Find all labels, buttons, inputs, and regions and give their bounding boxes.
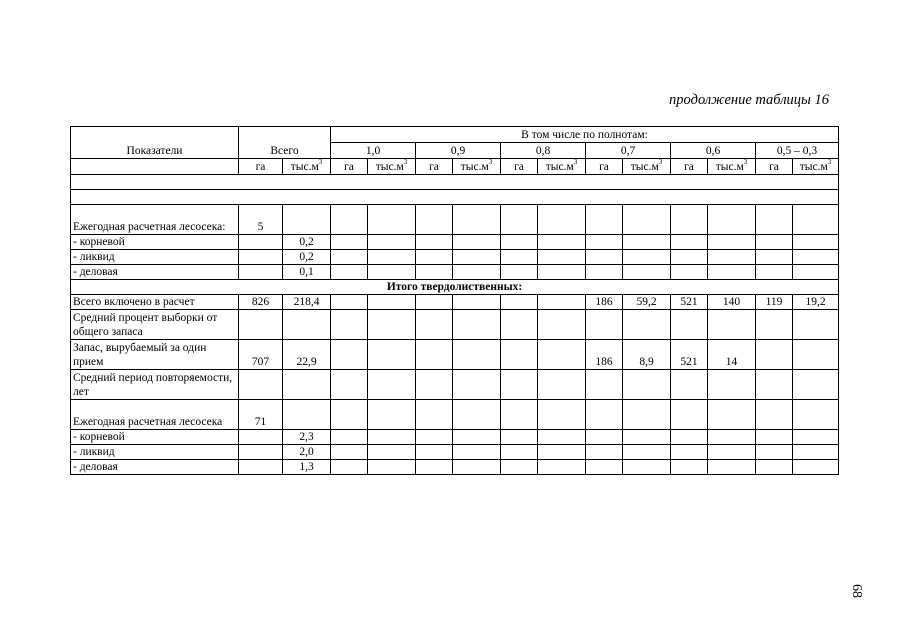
cell xyxy=(501,250,538,265)
cell xyxy=(708,205,756,235)
cell xyxy=(708,265,756,280)
cell xyxy=(756,265,793,280)
cell xyxy=(671,265,708,280)
cell xyxy=(623,400,671,430)
unit-ha: га xyxy=(331,159,368,175)
cell xyxy=(623,430,671,445)
cell xyxy=(538,445,586,460)
cell xyxy=(331,370,368,400)
cell xyxy=(368,205,416,235)
cell xyxy=(538,265,586,280)
row-label: Всего включено в расчет xyxy=(71,295,239,310)
cell xyxy=(708,310,756,340)
header-by-density: В том числе по полнотам: xyxy=(331,127,839,143)
unit-vol: $тыс.м^3$ xyxy=(623,159,671,175)
cell xyxy=(538,460,586,475)
cell xyxy=(453,310,501,340)
cell xyxy=(283,400,331,430)
unit-vol: $тыс.м^3$ xyxy=(283,159,331,175)
table-row xyxy=(71,310,839,340)
table-row xyxy=(71,265,839,280)
cell xyxy=(453,370,501,400)
cell: 0,2 xyxy=(283,250,331,265)
section-row xyxy=(71,280,839,295)
cell xyxy=(239,430,283,445)
density-0-9: 0,9 xyxy=(416,143,501,159)
density-0-5-0-3: 0,5 – 0,3 xyxy=(756,143,839,159)
cell xyxy=(368,460,416,475)
cell xyxy=(586,430,623,445)
cell xyxy=(793,265,839,280)
cell xyxy=(283,205,331,235)
cell xyxy=(586,205,623,235)
cell xyxy=(793,445,839,460)
cell xyxy=(331,340,368,370)
cell: 71 xyxy=(239,400,283,430)
cell: 8,9 xyxy=(623,340,671,370)
row-label: - деловая xyxy=(71,265,239,280)
cell xyxy=(453,400,501,430)
cell xyxy=(623,370,671,400)
cell xyxy=(501,265,538,280)
unit-ha: га xyxy=(501,159,538,175)
cell xyxy=(501,400,538,430)
cell xyxy=(368,310,416,340)
header-units-row xyxy=(71,159,839,175)
cell xyxy=(756,340,793,370)
cell xyxy=(538,250,586,265)
density-0-6: 0,6 xyxy=(671,143,756,159)
cell xyxy=(239,445,283,460)
cell xyxy=(453,445,501,460)
cell xyxy=(671,250,708,265)
cell xyxy=(501,205,538,235)
cell: 2,0 xyxy=(283,445,331,460)
cell xyxy=(453,265,501,280)
cell: 826 xyxy=(239,295,283,310)
cell xyxy=(538,235,586,250)
table-row xyxy=(71,295,839,310)
forest-table xyxy=(70,126,839,475)
cell: 186 xyxy=(586,340,623,370)
cell xyxy=(368,430,416,445)
cell xyxy=(331,250,368,265)
cell xyxy=(538,400,586,430)
unit-vol: $тыс.м^3$ xyxy=(708,159,756,175)
cell xyxy=(671,460,708,475)
cell xyxy=(538,295,586,310)
table-row xyxy=(71,430,839,445)
cell xyxy=(453,340,501,370)
cell xyxy=(239,250,283,265)
row-label: - корневой xyxy=(71,235,239,250)
cell xyxy=(416,235,453,250)
cell xyxy=(368,250,416,265)
cell: 521 xyxy=(671,340,708,370)
cell xyxy=(416,430,453,445)
row-label: Ежегодная расчетная лесосека: xyxy=(71,205,239,235)
unit-ha: га xyxy=(756,159,793,175)
table-row xyxy=(71,340,839,370)
cell xyxy=(331,205,368,235)
cell: 0,1 xyxy=(283,265,331,280)
cell xyxy=(453,295,501,310)
cell xyxy=(756,235,793,250)
cell xyxy=(538,310,586,340)
cell xyxy=(708,460,756,475)
cell xyxy=(501,310,538,340)
cell xyxy=(671,400,708,430)
cell xyxy=(671,430,708,445)
cell xyxy=(453,205,501,235)
cell xyxy=(453,430,501,445)
row-label: Ежегодная расчетная лесосека xyxy=(71,400,239,430)
cell xyxy=(416,460,453,475)
cell xyxy=(538,340,586,370)
cell xyxy=(586,250,623,265)
cell xyxy=(416,340,453,370)
cell: 1,3 xyxy=(283,460,331,475)
cell xyxy=(331,235,368,250)
cell xyxy=(623,460,671,475)
cell: 2,3 xyxy=(283,430,331,445)
cell xyxy=(416,250,453,265)
header-indicators: Показатели xyxy=(71,127,239,159)
row-label: - корневой xyxy=(71,430,239,445)
cell: 14 xyxy=(708,340,756,370)
row-label: - ликвид xyxy=(71,250,239,265)
cell: 5 xyxy=(239,205,283,235)
cell xyxy=(416,295,453,310)
cell xyxy=(708,235,756,250)
unit-ha: га xyxy=(586,159,623,175)
header-row-1 xyxy=(71,127,839,143)
cell xyxy=(416,205,453,235)
row-label: Запас, вырубаемый за один прием xyxy=(71,340,239,370)
cell xyxy=(756,250,793,265)
cell xyxy=(671,370,708,400)
unit-ha: га xyxy=(416,159,453,175)
cell xyxy=(793,250,839,265)
header-total: Всего xyxy=(239,127,331,159)
cell xyxy=(501,295,538,310)
header-units-blank xyxy=(71,159,239,175)
cell xyxy=(708,400,756,430)
cell xyxy=(453,460,501,475)
section-title: Итого твердолиственных: xyxy=(71,280,839,295)
table-row xyxy=(71,460,839,475)
cell xyxy=(239,235,283,250)
cell xyxy=(239,370,283,400)
cell xyxy=(623,205,671,235)
unit-vol: $тыс.м^3$ xyxy=(368,159,416,175)
blank-row xyxy=(71,190,839,205)
cell xyxy=(586,235,623,250)
cell: 59,2 xyxy=(623,295,671,310)
blank-row xyxy=(71,175,839,190)
cell xyxy=(453,235,501,250)
cell xyxy=(623,235,671,250)
density-1-0: 1,0 xyxy=(331,143,416,159)
cell xyxy=(501,460,538,475)
row-label: - ликвид xyxy=(71,445,239,460)
row-label: - деловая xyxy=(71,460,239,475)
cell xyxy=(708,430,756,445)
cell xyxy=(586,400,623,430)
cell xyxy=(331,310,368,340)
cell xyxy=(368,235,416,250)
cell xyxy=(623,265,671,280)
cell xyxy=(501,445,538,460)
cell xyxy=(793,310,839,340)
unit-ha: га xyxy=(671,159,708,175)
cell xyxy=(368,295,416,310)
cell xyxy=(239,310,283,340)
table-row xyxy=(71,370,839,400)
cell xyxy=(239,460,283,475)
cell: 19,2 xyxy=(793,295,839,310)
blank-cell xyxy=(71,175,839,190)
cell xyxy=(368,370,416,400)
cell xyxy=(501,430,538,445)
cell xyxy=(501,235,538,250)
cell xyxy=(501,370,538,400)
table-caption: продолжение таблицы 16 xyxy=(669,92,829,108)
cell xyxy=(331,400,368,430)
cell xyxy=(538,430,586,445)
cell xyxy=(623,445,671,460)
cell: 186 xyxy=(586,295,623,310)
cell xyxy=(501,340,538,370)
cell: 140 xyxy=(708,295,756,310)
density-0-7: 0,7 xyxy=(586,143,671,159)
cell xyxy=(416,400,453,430)
cell xyxy=(331,445,368,460)
cell xyxy=(793,460,839,475)
cell xyxy=(793,205,839,235)
cell xyxy=(416,310,453,340)
row-label: Средний процент выборки от общего запаса xyxy=(71,310,239,340)
cell xyxy=(671,445,708,460)
cell xyxy=(671,235,708,250)
cell xyxy=(756,205,793,235)
cell xyxy=(623,310,671,340)
unit-vol: $тыс.м^3$ xyxy=(793,159,839,175)
cell xyxy=(368,445,416,460)
cell: 521 xyxy=(671,295,708,310)
table-row xyxy=(71,205,839,235)
cell xyxy=(416,370,453,400)
cell xyxy=(793,340,839,370)
cell xyxy=(756,460,793,475)
cell xyxy=(331,460,368,475)
cell xyxy=(283,370,331,400)
cell xyxy=(586,370,623,400)
cell xyxy=(331,430,368,445)
cell xyxy=(756,370,793,400)
table-row xyxy=(71,250,839,265)
unit-vol: $тыс.м^3$ xyxy=(453,159,501,175)
cell xyxy=(756,445,793,460)
density-0-8: 0,8 xyxy=(501,143,586,159)
cell xyxy=(708,370,756,400)
cell xyxy=(453,250,501,265)
cell xyxy=(586,310,623,340)
cell xyxy=(331,295,368,310)
cell xyxy=(756,310,793,340)
cell xyxy=(331,265,368,280)
cell: 0,2 xyxy=(283,235,331,250)
cell xyxy=(623,250,671,265)
cell xyxy=(708,445,756,460)
cell xyxy=(708,250,756,265)
cell: 119 xyxy=(756,295,793,310)
table-row xyxy=(71,400,839,430)
cell xyxy=(756,430,793,445)
blank-cell xyxy=(71,190,839,205)
cell xyxy=(793,430,839,445)
table-row xyxy=(71,445,839,460)
cell xyxy=(368,400,416,430)
cell xyxy=(793,235,839,250)
unit-ha: га xyxy=(239,159,283,175)
unit-vol: $тыс.м^3$ xyxy=(538,159,586,175)
cell xyxy=(283,310,331,340)
cell xyxy=(368,340,416,370)
cell xyxy=(586,445,623,460)
cell xyxy=(793,400,839,430)
cell xyxy=(586,265,623,280)
cell xyxy=(538,370,586,400)
cell: 22,9 xyxy=(283,340,331,370)
cell xyxy=(368,265,416,280)
cell xyxy=(756,400,793,430)
cell xyxy=(416,445,453,460)
row-label: Средний период повторяемости, лет xyxy=(71,370,239,400)
cell xyxy=(538,205,586,235)
cell: 707 xyxy=(239,340,283,370)
table-row xyxy=(71,235,839,250)
cell xyxy=(671,205,708,235)
page-number: 68 xyxy=(849,584,864,598)
cell xyxy=(793,370,839,400)
cell xyxy=(586,460,623,475)
cell xyxy=(671,310,708,340)
cell xyxy=(416,265,453,280)
cell: 218,4 xyxy=(283,295,331,310)
cell xyxy=(239,265,283,280)
